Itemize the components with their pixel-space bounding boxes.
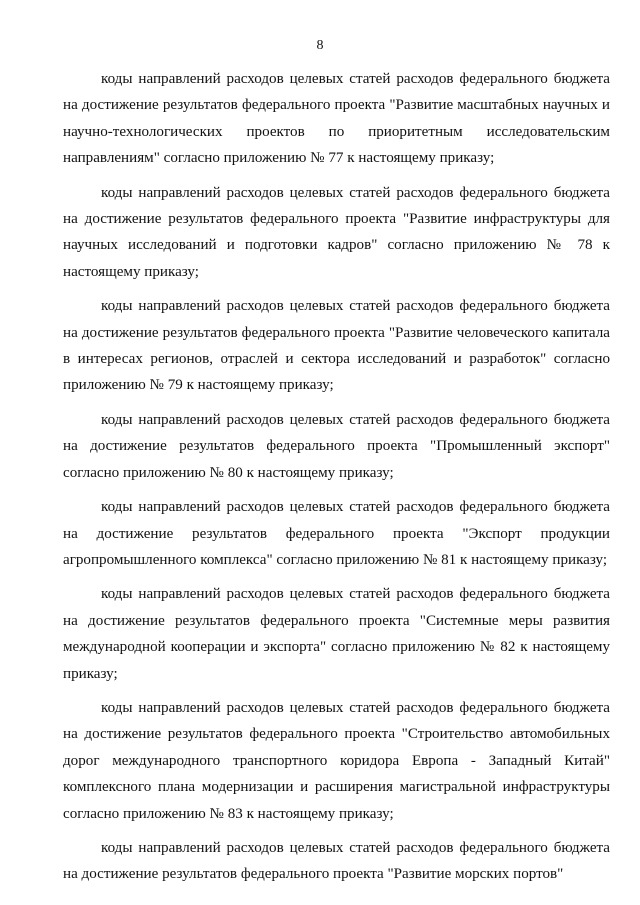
paragraph-annex-77: коды направлений расходов целевых статей расходов федерального бюджета на достижение результатов федерального проекта "Развитие масштабных научных и научно-технологических проектов по приоритетным исследовательским направлениям" согласно приложению № 77 к настоящему приказу;: [63, 71, 610, 167]
page-number: 8: [316, 38, 324, 53]
paragraph-annex-81: коды направлений расходов целевых статей расходов федерального бюджета на достижение результатов федерального проекта "Экспорт продукции агропромышленного комплекса" согласно приложению № 81 к настоящему приказу;: [63, 499, 610, 568]
document-body: [63, 66, 610, 896]
paragraph-seaports: коды направлений расходов целевых статей расходов федерального бюджета на достижение результатов федерального проекта "Развитие морских портов": [63, 839, 610, 883]
paragraph-annex-79: коды направлений расходов целевых статей расходов федерального бюджета на достижение результатов федерального проекта "Развитие человеческого капитала в интересах регионов, отраслей и сектора исследований и разработок" согласно приложению № 79 к настоящему приказу;: [63, 298, 610, 394]
paragraph-annex-83: коды направлений расходов целевых статей расходов федерального бюджета на достижение результатов федерального проекта "Строительство автомобильных дорог международного транспортного коридора Европа - Западный Китай" комплексного плана модернизации и расширения магистральной инфраструктуры согласно приложению № 83 к настоящему приказу;: [63, 699, 610, 822]
paragraph-annex-78: коды направлений расходов целевых статей расходов федерального бюджета на достижение результатов федерального проекта "Развитие инфраструктуры для научных исследований и подготовки кадров" согласно приложению № 78 к настоящему приказу;: [63, 184, 610, 280]
paragraph-annex-82: коды направлений расходов целевых статей расходов федерального бюджета на достижение результатов федерального проекта "Системные меры развития международной кооперации и экспорта" согласно приложению № 82 к настоящему приказу;: [63, 586, 610, 682]
paragraph-annex-80: коды направлений расходов целевых статей расходов федерального бюджета на достижение результатов федерального проекта "Промышленный экспорт" согласно приложению № 80 к настоящему приказу;: [63, 411, 610, 481]
